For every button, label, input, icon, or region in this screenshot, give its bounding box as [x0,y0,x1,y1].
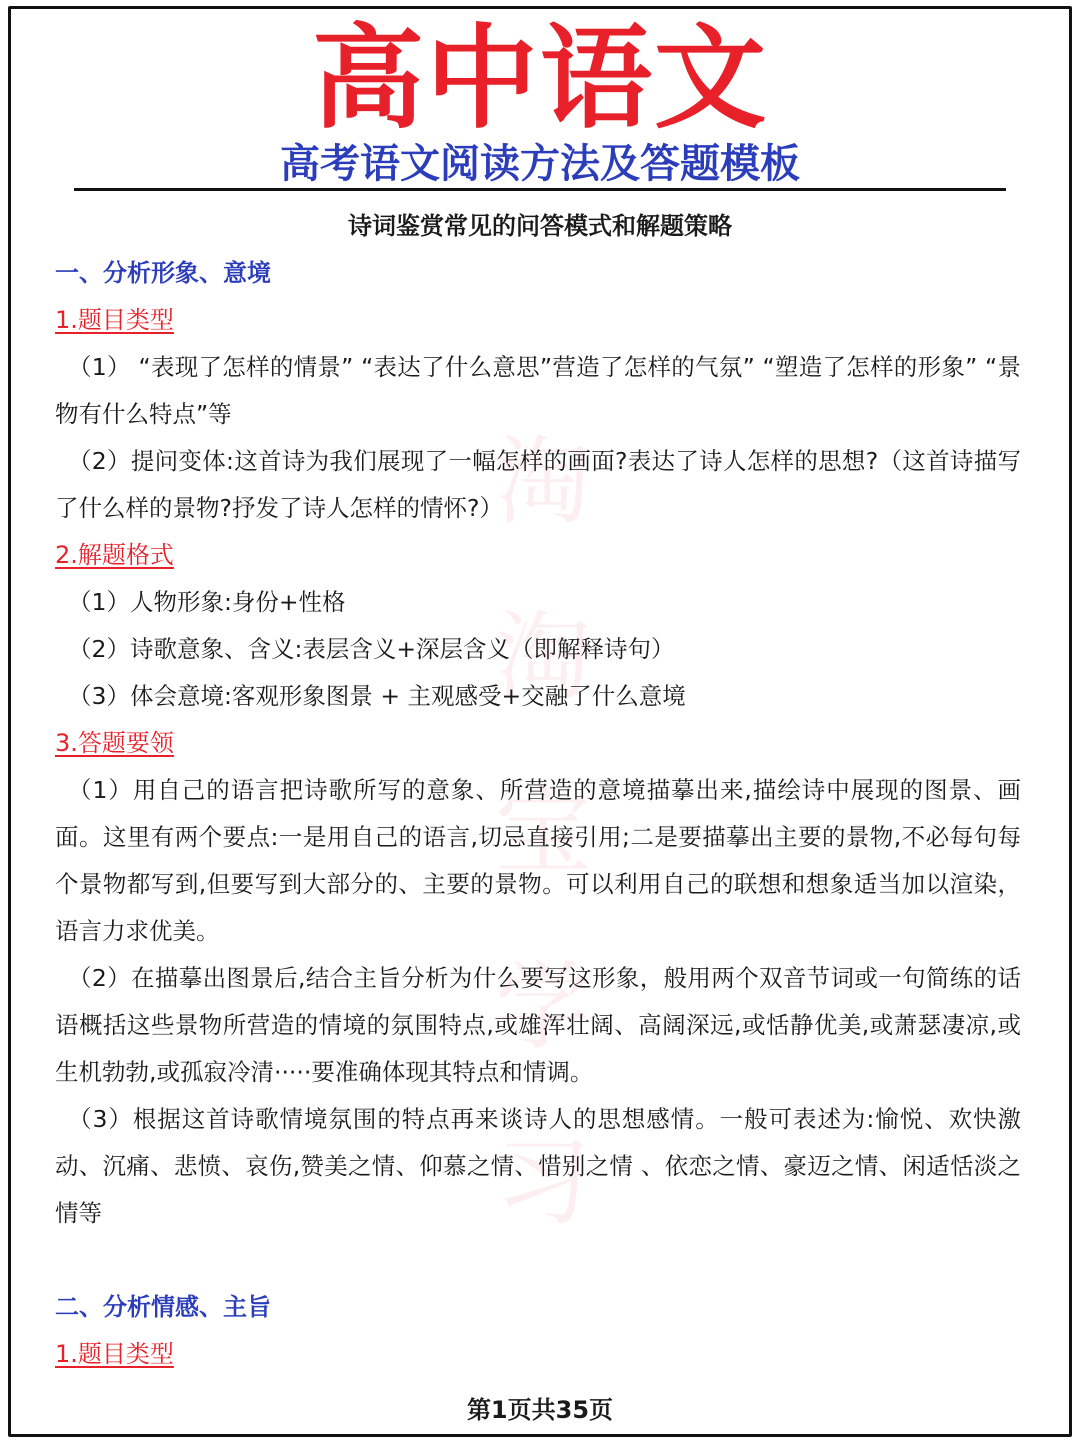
main-title: 高中语文 [312,14,768,144]
title-divider [74,188,1006,191]
document-body [55,250,1021,1378]
section [55,1284,1021,1378]
watermark-char: 淘 [495,426,591,538]
subtitle: 高考语文阅读方法及答题模板 [280,141,800,187]
paragraph: （2）提问变体:这首诗为我们展现了一幅怎样的画面?表达了诗人怎样的思想?（这首诗描写了什么样的景物?抒发了诗人怎样的情怀?） [55,447,1021,522]
section-title: 一、分析形象、意境 [55,259,271,287]
paragraph: （3）体会意境:客观形象图景 + 主观感受+交融了什么意境 [68,682,686,710]
section [55,250,1021,1237]
watermark-char: 宝 [495,776,591,888]
spacer [55,1237,1021,1284]
paragraph: （3）根据这首诗歌情境氛围的特点再来谈诗人的思想感情。一般可表述为:愉悦、欢快激动、沉痛、悲愤、哀伤,赞美之情、仰慕之情、惜别之情 、依恋之情、豪迈之情、闲适恬淡之情等 [55,1105,1021,1227]
watermark-char: 学 [495,951,591,1063]
watermark-char: 淘 [495,601,591,713]
section-title: 二、分析情感、主旨 [55,1293,271,1321]
subsection-title: 1.题目类型 [55,1340,174,1368]
paragraph: （2）在描摹出图景后,结合主旨分析为什么要写这形象，般用两个双音节词或一句简练的话语概括这些景物所营造的情境的氛围特点,或雄浑壮阔、高阔深远,或恬静优美,或萧瑟凄凉,或生机勃勃,或孤寂冷清·····要准确体现其特点和情调。 [55,964,1021,1086]
subsection-title: 3.答题要领 [55,729,174,757]
paragraph: （1） “表现了怎样的情景” “表达了什么意思”营造了怎样的气氛” “塑造了怎样的形象” “景物有什么特点”等 [55,353,1021,428]
paragraph: （1）人物形象:身份+性格 [68,588,346,616]
page-footer: 第1页共35页 [466,1396,614,1424]
paragraph: （1）用自己的语言把诗歌所写的意象、所营造的意境描摹出来,描绘诗中展现的图景、画面。这里有两个要点:一是用自己的语言,切忌直接引用;二是要描摹出主要的景物,不必每句每个景物都写到,但要写到大部分的、主要的景物。可以利用自己的联想和想象适当加以渲染，语言力求优美。 [55,776,1021,945]
paragraph: （2）诗歌意象、含义:表层含义+深层含义（即解释诗句） [68,635,675,663]
document-heading: 诗词鉴赏常见的问答模式和解题策略 [348,212,732,240]
subsection-title: 1.题目类型 [55,306,174,334]
watermark-char: 习 [495,1126,591,1238]
subsection-title: 2.解题格式 [55,541,174,569]
